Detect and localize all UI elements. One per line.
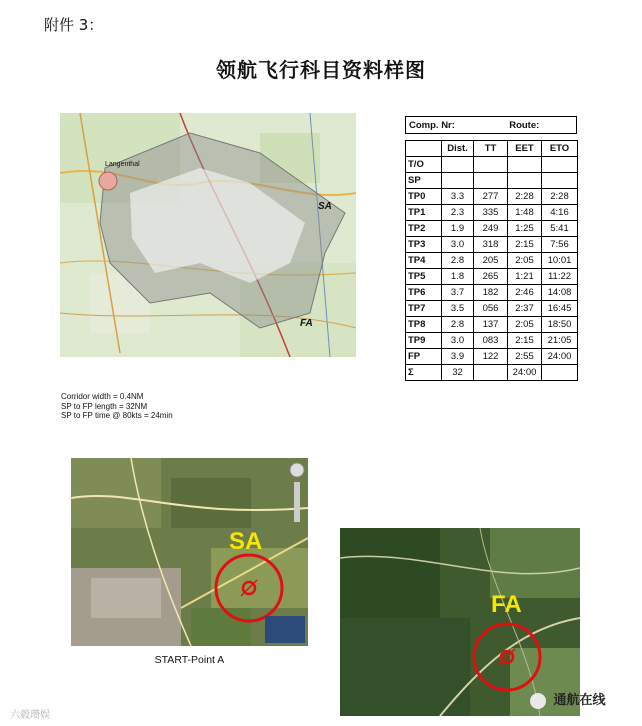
flight-table-block bbox=[405, 116, 577, 381]
table-row bbox=[406, 365, 578, 381]
row-label: TP4 bbox=[406, 253, 442, 269]
column-header: ETO bbox=[542, 141, 578, 157]
table-row bbox=[406, 205, 578, 221]
table-cell: 1.8 bbox=[442, 269, 474, 285]
table-cell: 318 bbox=[474, 237, 508, 253]
table-cell: 083 bbox=[474, 333, 508, 349]
table-cell: 5:41 bbox=[542, 221, 578, 237]
corridor-width-note: Corridor width = 0.4NM bbox=[61, 392, 144, 401]
table-cell: 32 bbox=[442, 365, 474, 381]
finish-point-aerial bbox=[340, 528, 580, 716]
table-cell: 21:05 bbox=[542, 333, 578, 349]
table-cell: 18:50 bbox=[542, 317, 578, 333]
row-label: Σ bbox=[406, 365, 442, 381]
table-cell: 24:00 bbox=[508, 365, 542, 381]
table-cell: 122 bbox=[474, 349, 508, 365]
flight-table bbox=[405, 140, 578, 381]
table-cell: 249 bbox=[474, 221, 508, 237]
route-map bbox=[60, 113, 356, 357]
row-label: TP1 bbox=[406, 205, 442, 221]
table-cell: 14:08 bbox=[542, 285, 578, 301]
table-cell: 7:56 bbox=[542, 237, 578, 253]
row-label: FP bbox=[406, 349, 442, 365]
fa-map-marker: FA bbox=[300, 318, 313, 329]
table-cell: 3.9 bbox=[442, 349, 474, 365]
table-row bbox=[406, 237, 578, 253]
table-cell bbox=[474, 157, 508, 173]
table-cell bbox=[508, 173, 542, 189]
row-label: TP3 bbox=[406, 237, 442, 253]
start-point-photo bbox=[71, 458, 308, 646]
table-cell: 11:22 bbox=[542, 269, 578, 285]
table-row bbox=[406, 221, 578, 237]
table-cell: 3.0 bbox=[442, 333, 474, 349]
table-row bbox=[406, 349, 578, 365]
table-cell: 2:05 bbox=[508, 253, 542, 269]
table-cell: 16:45 bbox=[542, 301, 578, 317]
column-header: TT bbox=[474, 141, 508, 157]
map-place-label: Langenthal bbox=[105, 161, 140, 168]
table-cell: 2.8 bbox=[442, 317, 474, 333]
table-cell: 2.8 bbox=[442, 253, 474, 269]
row-label: TP7 bbox=[406, 301, 442, 317]
table-cell: 2:05 bbox=[508, 317, 542, 333]
table-cell: 056 bbox=[474, 301, 508, 317]
table-cell: 2:37 bbox=[508, 301, 542, 317]
sa-map-marker: SA bbox=[318, 201, 332, 212]
table-cell: 3.7 bbox=[442, 285, 474, 301]
table-cell: 2:15 bbox=[508, 237, 542, 253]
finish-point-photo bbox=[340, 528, 580, 716]
table-cell: 2:46 bbox=[508, 285, 542, 301]
table-cell bbox=[442, 173, 474, 189]
sa-photo-label: SA bbox=[229, 528, 263, 555]
table-cell: 1:21 bbox=[508, 269, 542, 285]
table-row bbox=[406, 285, 578, 301]
table-row bbox=[406, 173, 578, 189]
table-cell: 24:00 bbox=[542, 349, 578, 365]
row-label: TP9 bbox=[406, 333, 442, 349]
table-cell: 2:15 bbox=[508, 333, 542, 349]
table-cell: 3.5 bbox=[442, 301, 474, 317]
start-point-aerial bbox=[71, 458, 308, 646]
table-cell: 2:28 bbox=[508, 189, 542, 205]
table-cell: 10:01 bbox=[542, 253, 578, 269]
corridor-notes bbox=[61, 392, 173, 421]
table-cell: 277 bbox=[474, 189, 508, 205]
table-cell: 182 bbox=[474, 285, 508, 301]
table-cell: 3.3 bbox=[442, 189, 474, 205]
watermark-right-text: 通航在线 bbox=[553, 693, 606, 708]
table-cell: 1:25 bbox=[508, 221, 542, 237]
table-cell bbox=[442, 157, 474, 173]
table-cell: 2:55 bbox=[508, 349, 542, 365]
table-row bbox=[406, 333, 578, 349]
annex-label: 附件 3： bbox=[44, 16, 104, 34]
table-cell: 2.3 bbox=[442, 205, 474, 221]
fa-photo-label: FA bbox=[491, 591, 522, 618]
table-row bbox=[406, 189, 578, 205]
table-cell: 1.9 bbox=[442, 221, 474, 237]
table-row bbox=[406, 269, 578, 285]
table-row bbox=[406, 317, 578, 333]
wechat-icon bbox=[530, 693, 546, 709]
table-cell: 4:16 bbox=[542, 205, 578, 221]
route-time-note: SP to FP time @ 80kts = 24min bbox=[61, 411, 173, 420]
comp-label: Comp. Nr: bbox=[406, 117, 507, 134]
table-cell: 2:28 bbox=[542, 189, 578, 205]
row-label: TP5 bbox=[406, 269, 442, 285]
table-cell: 1:48 bbox=[508, 205, 542, 221]
column-header: Dist. bbox=[442, 141, 474, 157]
watermark-left bbox=[10, 706, 50, 721]
table-cell bbox=[542, 157, 578, 173]
watermark-left-text: 六毂瓒娱 bbox=[10, 710, 50, 721]
table-row bbox=[406, 253, 578, 269]
page-title: 领航飞行科目资料样图 bbox=[216, 58, 426, 82]
column-header: EET bbox=[508, 141, 542, 157]
row-label: SP bbox=[406, 173, 442, 189]
table-cell bbox=[474, 173, 508, 189]
row-label: TP0 bbox=[406, 189, 442, 205]
competition-header bbox=[405, 116, 577, 134]
table-cell: 3.0 bbox=[442, 237, 474, 253]
route-length-note: SP to FP length = 32NM bbox=[61, 401, 148, 411]
row-label: TP6 bbox=[406, 285, 442, 301]
table-cell bbox=[542, 365, 578, 381]
table-cell bbox=[474, 365, 508, 381]
row-label: TP2 bbox=[406, 221, 442, 237]
route-label: Route: bbox=[506, 117, 576, 134]
start-point-caption: START-Point A bbox=[154, 654, 225, 666]
row-label: T/O bbox=[406, 157, 442, 173]
watermark-right bbox=[530, 689, 606, 709]
table-cell: 335 bbox=[474, 205, 508, 221]
row-label: TP8 bbox=[406, 317, 442, 333]
table-row bbox=[406, 157, 578, 173]
table-cell: 265 bbox=[474, 269, 508, 285]
table-cell bbox=[542, 173, 578, 189]
table-cell: 205 bbox=[474, 253, 508, 269]
table-cell bbox=[508, 157, 542, 173]
column-header bbox=[406, 141, 442, 157]
table-row bbox=[406, 301, 578, 317]
table-cell: 137 bbox=[474, 317, 508, 333]
